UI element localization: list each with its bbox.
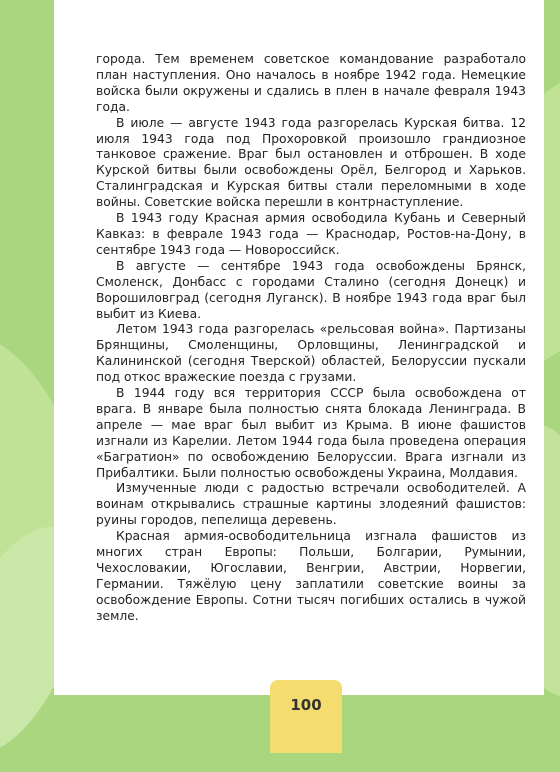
paragraph-7: Измученные люди с радостью встречали освободителей. А воинам открывались страшные картины злодеяний фашистов: руины городов, пепелища деревень. xyxy=(96,481,526,528)
paragraph-3: В 1943 году Красная армия освободила Кубань и Северный Кавказ: в феврале 1943 года — Краснодар, Ростов-на-Дону, в сентябре 1943 года — Новороссийск. xyxy=(96,211,526,257)
textbook-page xyxy=(54,0,544,695)
paragraph-8: Красная армия-освободительница изгнала фашистов из многих стран Европы: Польши, Болгарии, Румынии, Чехословакии, Югославии, Венгрии, Австрии, Норвегии, Германии. Тяжёлую цену заплатили советские воины за освобождение Европы. Сотни тысяч погибших остались в чужой земле. xyxy=(96,529,526,623)
paragraph-1: города. Тем временем советское командование разработало план наступления. Оно началось в ноябре 1942 года. Немецкие войска были окружены и сдались в плен в начале февраля 1943 года. xyxy=(96,52,526,114)
paragraph-5: Летом 1943 года разгорелась «рельсовая война». Партизаны Брянщины, Смоленщины, Орловщины, Ленинградской и Калининской (сегодня Тверской) областей, Белоруссии пускали под откос вражеские поезда с грузами. xyxy=(96,322,526,385)
paragraph-2: В июле — августе 1943 года разгорелась Курская битва. 12 июля 1943 года под Прохоровкой произошло грандиозное танковое сражение. Враг был остановлен и отброшен. В ходе Курской битвы были освобождены Орёл, Белгород и Харьков. Сталинградская и Курская битвы стали переломными в ходе войны. Советские войска перешли в контрнаступление. xyxy=(96,115,526,210)
paragraph-6: В 1944 году вся территория СССР была освобождена от врага. В январе была полностью снята блокада Ленинграда. В апреле — мае враг был выбит из Крыма. В июне фашистов изгнали из Карелии. Летом 1944 года была проведена операция «Багратион» по освобождению Белоруссии. Врага изгнали из Прибалтики. Были полностью освобождены Украина, Молдавия. xyxy=(96,386,526,480)
page-number-tab xyxy=(270,680,342,753)
page-text xyxy=(96,52,526,625)
page-number: 100 xyxy=(290,696,322,714)
paragraph-4: В августе — сентябре 1943 года освобождены Брянск, Смоленск, Донбасс с городами Сталино (сегодня Донецк) и Ворошиловград (сегодня Луганск). В ноябре 1943 года враг был выбит из Киева. xyxy=(96,258,526,321)
